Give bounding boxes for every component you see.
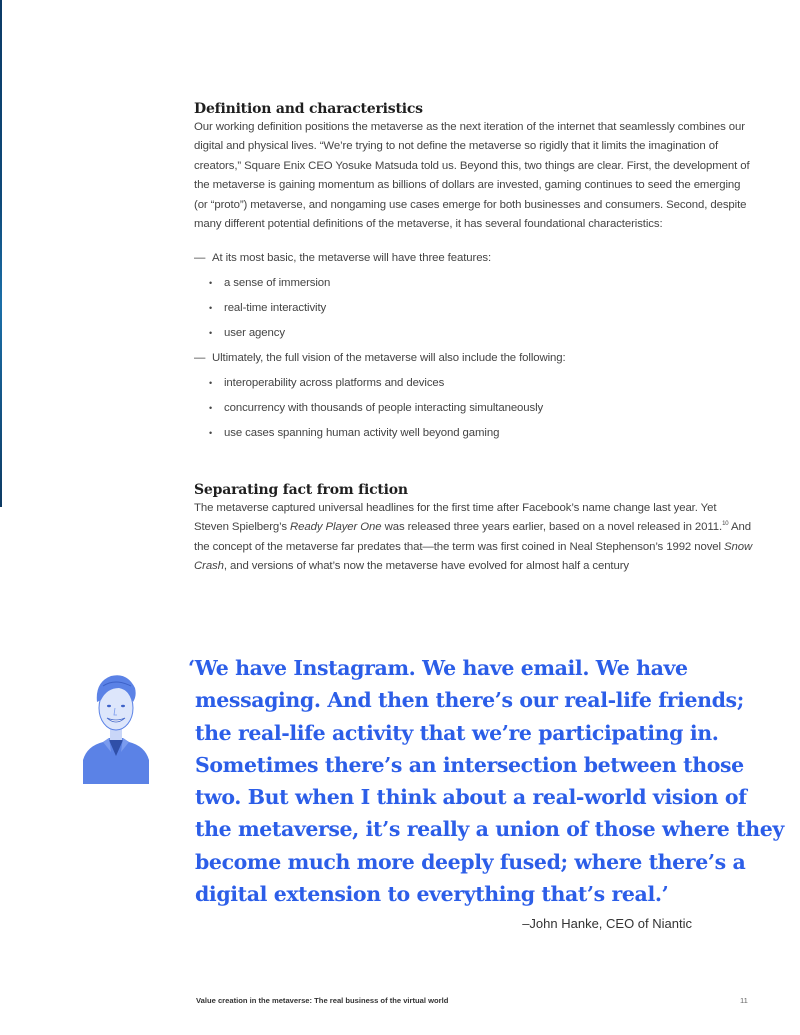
- section-paragraph: Our working definition positions the metaverse as the next iteration of the internet that seamlessly combines our digital and physical lives. “We’re trying to not define the metaverse so rigidly that it limits the imagination of creators,” Square Enix CEO Yosuke Matsuda told us. Beyond this, two things are clear. First, the development of the metaverse is gaining momentum as billions of dollars are invested, gaming continues to seed the emerging (or “proto”) metaverse, and nongaming use cases emerge for both businesses and consumers. Second, despite many different potential definitions of the metaverse, it has several foundational characteristics:: [194, 121, 750, 231]
- quote-line: ‘We have Instagram. We have email. We have: [188, 656, 688, 680]
- quote-line: become much more deeply fused; where there’s a: [195, 849, 746, 874]
- list-item: • real-time interactivity: [194, 296, 754, 321]
- page-number: 11: [740, 996, 748, 1005]
- pull-quote: [182, 652, 784, 910]
- bullet-icon: •: [209, 378, 213, 389]
- characteristics-list: [194, 246, 754, 446]
- list-item: • concurrency with thousands of people interacting simultaneously: [194, 396, 754, 421]
- bullet-icon: •: [209, 303, 213, 314]
- section-paragraph: The metaverse captured universal headlines for the first time after Facebook’s name change last year. Yet Steven Spielberg’s Ready Player One was released three years earlier, based on a novel released in 2011.10 And the concept of the metaverse far predates that—the term was first coined in Neal Stephenson’s 1992 novel Snow Crash, and versions of what’s now the metaverse have evolved for almost half a century: [194, 502, 753, 573]
- list-item: • user agency: [194, 321, 754, 346]
- quote-line: the real-life activity that we’re participating in.: [195, 720, 719, 745]
- section-fact-fiction: [194, 481, 754, 577]
- bullet-icon: •: [209, 328, 213, 339]
- quote-line: two. But when I think about a real-world vision of: [195, 785, 747, 810]
- section-heading: Separating fact from fiction: [194, 482, 408, 498]
- footer-title: Value creation in the metaverse: The real business of the virtual world: [196, 996, 449, 1005]
- edge-strip: [0, 0, 2, 507]
- quote-line: the metaverse, it’s really a union of those where they: [195, 817, 784, 842]
- quote-line: Sometimes there’s an intersection between those: [195, 752, 744, 777]
- list-group-label: — Ultimately, the full vision of the metaverse will also include the following:: [194, 346, 754, 371]
- bullet-icon: •: [209, 278, 213, 289]
- section-heading: Definition and characteristics: [194, 101, 423, 117]
- quote-attribution: –John Hanke, CEO of Niantic: [522, 916, 692, 931]
- footnote-marker[interactable]: 10: [722, 521, 729, 528]
- section-definition: [194, 100, 754, 446]
- bullet-icon: •: [209, 428, 213, 439]
- list-item: • use cases spanning human activity well beyond gaming: [194, 421, 754, 446]
- portrait-illustration: [81, 660, 151, 785]
- dash-marker: —: [194, 352, 206, 365]
- dash-marker: —: [194, 252, 206, 265]
- quote-line: digital extension to everything that’s real.’: [195, 882, 669, 907]
- list-item: • interoperability across platforms and devices: [194, 371, 754, 396]
- quote-line: messaging. And then there’s our real-life friends;: [195, 688, 744, 713]
- list-group-label: — At its most basic, the metaverse will have three features:: [194, 246, 754, 271]
- bullet-icon: •: [209, 403, 213, 414]
- list-item: • a sense of immersion: [194, 271, 754, 296]
- person-portrait-icon: [81, 660, 151, 785]
